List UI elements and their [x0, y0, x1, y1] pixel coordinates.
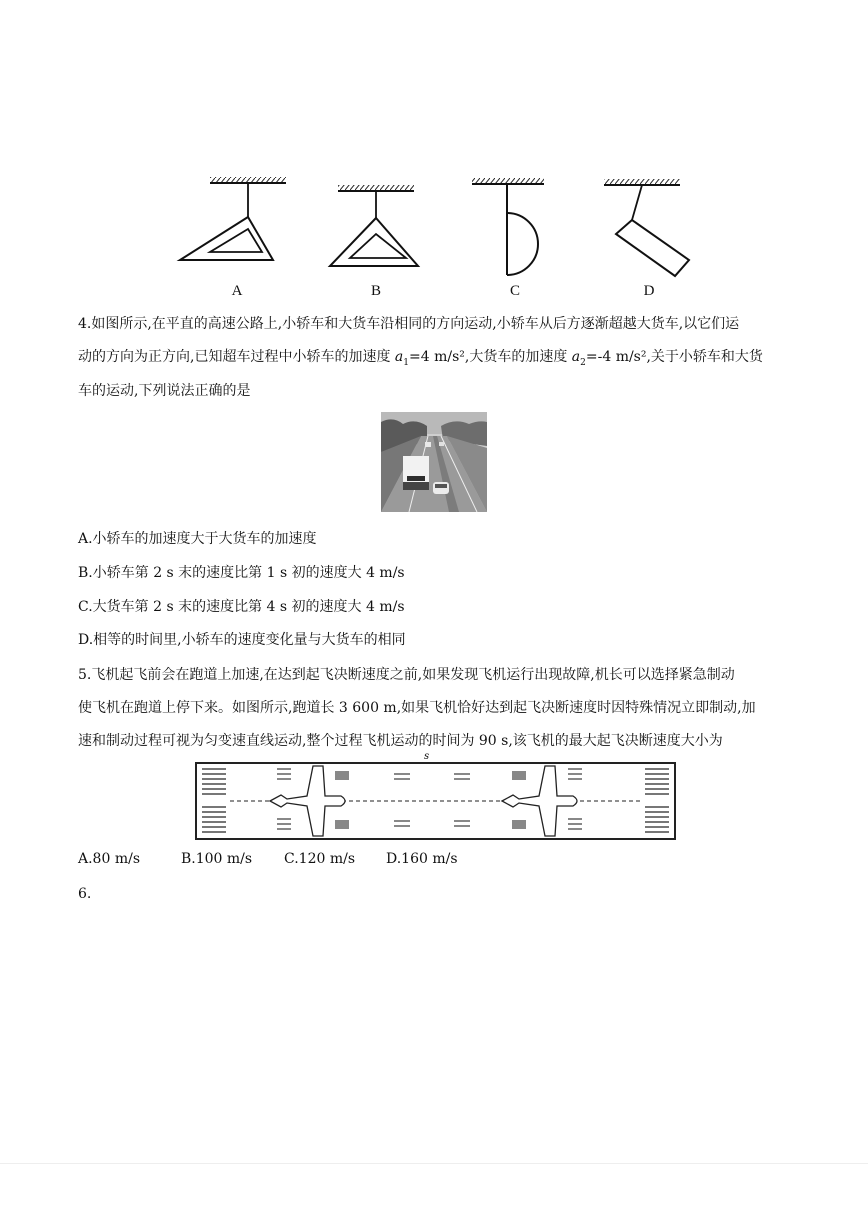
q4-line-2 [78, 346, 763, 368]
figure-c-semicircle [472, 178, 544, 275]
a2-subscript: 2 [580, 357, 586, 368]
q4-line-3: 车的运动,下列说法正确的是 [78, 383, 251, 399]
q4-line-2-text: 动的方向为正方向,已知超车过程中小轿车的加速度 [78, 349, 395, 365]
figure-b-triangle [330, 185, 418, 266]
q5-option-b: B.100 m/s [181, 851, 253, 867]
figure-label-d: D [643, 283, 655, 299]
figure-d-rectangle [604, 179, 689, 276]
q4-option-d: D.相等的时间里,小轿车的速度变化量与大货车的相同 [78, 632, 406, 648]
a2-symbol: a [571, 349, 581, 365]
q4-option-c: C.大货车第 2 s 末的速度比第 4 s 初的速度大 4 m/s [78, 599, 405, 615]
a1-symbol: a [394, 349, 404, 365]
q4-option-b: B.小轿车第 2 s 末的速度比第 1 s 初的速度大 4 m/s [78, 565, 405, 581]
q5-line-3: 速和制动过程可视为匀变速直线运动,整个过程飞机运动的时间为 90 s,该飞机的最大起飞决断速度大小为 [78, 733, 723, 749]
hanging-objects-figure [170, 172, 710, 280]
runway-figure [195, 762, 676, 840]
page-bottom-divider [0, 1163, 868, 1164]
a2-value: =-4 m/s²,关于小轿车和大货 [585, 349, 763, 365]
a1-value: =4 m/s²,大货车的加速度 [409, 349, 572, 365]
figure-label-a: A [231, 283, 243, 299]
a1-subscript: 1 [403, 357, 409, 368]
figure-a-triangle [180, 177, 286, 260]
q6-number: 6. [78, 886, 92, 902]
q5-line-1: 5.飞机起飞前会在跑道上加速,在达到起飞决断速度之前,如果发现飞机运行出现故障,机长可以选择紧急制动 [78, 667, 735, 683]
figure-label-c: C [509, 283, 520, 299]
runway-length-label: s [424, 751, 430, 762]
q4-option-a: A.小轿车的加速度大于大货车的加速度 [78, 531, 317, 547]
q5-option-a: A.80 m/s [78, 851, 141, 867]
q5-option-d: D.160 m/s [386, 851, 458, 867]
highway-photo [381, 412, 487, 512]
figure-label-b: B [370, 283, 381, 299]
q4-line-1: 4.如图所示,在平直的高速公路上,小轿车和大货车沿相同的方向运动,小轿车从后方逐渐超越大货车,以它们运 [78, 316, 740, 332]
q5-option-c: C.120 m/s [284, 851, 356, 867]
q5-line-2: 使飞机在跑道上停下来。如图所示,跑道长 3 600 m,如果飞机恰好达到起飞决断速度时因特殊情况立即制动,加 [78, 700, 756, 716]
